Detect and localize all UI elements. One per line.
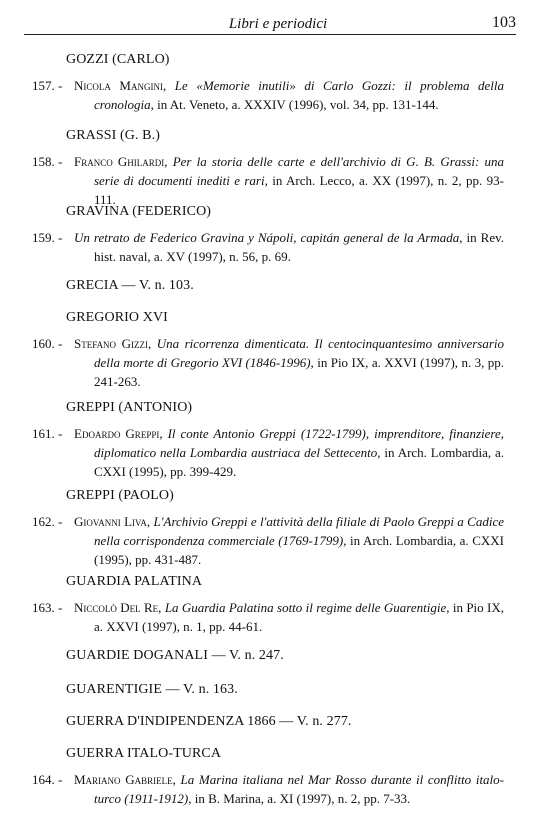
entry-author: Mariano Gabriele, [74,772,176,787]
subject-heading: GRASSI (G. B.) [66,128,160,143]
cross-reference: GRECIA — V. n. 103. [66,278,194,293]
entry-title: La Guardia Palatina sotto il regime delle Guarentigie, [164,600,450,615]
entry-source: in Arch. Lombardia, a. CXXI (1995), pp. 399-429. [94,445,505,479]
subject-heading: GUARDIA PALATINA [66,574,203,589]
entry-title: La Marina italiana nel Mar Rosso durante il conflitto italo-turco (1911-1912), [94,772,504,806]
entry-number: 160. - [32,336,63,351]
bibliography-entry [32,512,504,569]
subject-heading: GREPPI (ANTONIO) [66,400,193,415]
entry-source: in Arch. Lecco, a. XX (1997), n. 2, pp. 93-111. [94,173,504,207]
bibliography-entry [32,770,504,808]
entry-number: 163. - [32,600,63,615]
entry-number: 161. - [32,426,63,441]
running-title: Libri e periodici [228,16,328,32]
entry-author: Stefano Gizzi, [74,336,152,351]
header-rule [24,34,516,35]
cross-reference: GUARENTIGIE — V. n. 163. [66,682,238,697]
running-header [24,12,532,34]
bibliography-entry [32,334,504,391]
bibliography-entry [32,76,504,114]
page-number: 103 [492,14,516,31]
entry-author: Giovanni Liva, [74,514,151,529]
subject-heading: GUERRA ITALO-TURCA [66,746,222,761]
bibliography-entry [32,152,504,209]
entry-source: in Pio IX, a. XXVI (1997), n. 3, pp. 241-263. [94,355,505,389]
entry-title: Il conte Antonio Greppi (1722-1799), imprenditore, finanziere, diplomatico nella Lombardia austriaca del Settecento, [94,426,504,460]
entry-source: in At. Veneto, a. XXXIV (1996), vol. 34, pp. 131-144. [157,97,439,112]
entry-number: 157. - [32,78,63,93]
entry-author: Franco Ghilardi, [74,154,168,169]
cross-reference: GUERRA D'INDIPENDENZA 1866 — V. n. 277. [66,714,352,729]
bibliography-entry [32,228,504,266]
entry-title: Per la storia delle carte e dell'archivio di G. B. Grassi: una serie di documenti inediti e rari, [94,154,505,188]
entry-title: L'Archivio Greppi e l'attività della filiale di Paolo Greppi a Cadice nella corrispondenza commerciale (1769-1799), [94,514,504,548]
entry-source: in Arch. Lombardia, a. CXXI (1995), pp. 431-487. [94,533,504,567]
entry-title: Un retrato de Federico Gravina y Nápoli, capitán general de la Armada, [74,230,463,245]
cross-reference: GUARDIE DOGANALI — V. n. 247. [66,648,284,663]
entry-source: in Pio IX, a. XXVI (1997), n. 1, pp. 44-61. [94,600,505,634]
entry-author: Nicola Mangini, [74,78,167,93]
entry-number: 164. - [32,772,63,787]
subject-heading: GRAVINA (FEDERICO) [66,204,212,219]
bibliography-entry [32,598,504,636]
subject-heading: GOZZI (CARLO) [66,52,170,67]
entry-source: in B. Marina, a. XI (1997), n. 2, pp. 7-33. [194,791,411,806]
entry-author: Edoardo Greppi, [74,426,163,441]
subject-heading: GREPPI (PAOLO) [66,488,174,503]
entry-author: Niccolò Del Re, [74,600,162,615]
entry-source: in Rev. hist. naval, a. XV (1997), n. 56, p. 69. [94,230,504,264]
bibliography-entry [32,424,504,481]
subject-heading: GREGORIO XVI [66,310,168,325]
entry-title: Una ricorrenza dimenticata. Il centocinquantesimo anniversario della morte di Gregorio XVI (1846-1996), [94,336,505,370]
entry-title: Le «Memorie inutili» di Carlo Gozzi: il problema della cronologia, [94,78,505,112]
entry-number: 159. - [32,230,63,245]
entry-number: 158. - [32,154,63,169]
entry-number: 162. - [32,514,63,529]
